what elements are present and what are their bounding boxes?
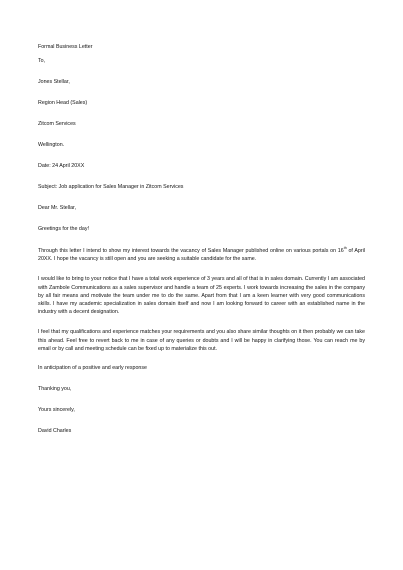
city: Wellington. (38, 142, 65, 148)
to-line: To, (38, 58, 46, 64)
paragraph-2: I would like to bring to your notice that I have a total work experience of 3 years and all of that is in sales domain. Currently I am associated with Zambole Communications as a sales supervisor and handle a team of 25 experts. I work towards increasing the sales in the company by all fair means and motivate the team under me to do the same. Apart from that I am a keen learner with very good communications skills. I have my academic specialization in sales domain itself and now I am looking forward to career with an established name in the industry with a decent designation. (38, 276, 365, 316)
signature: David Charles (38, 428, 72, 435)
letter-date: Date: 24 April 20XX (38, 163, 85, 169)
recipient-title: Region Head (Sales) (38, 100, 88, 106)
letter-subject: Subject: Job application for Sales Manager in Zitcom Services (38, 184, 184, 190)
salutation: Dear Mr. Stellar, (38, 205, 76, 211)
greeting: Greetings for the day! (38, 226, 89, 232)
company-name: Zitcom Services (38, 121, 76, 127)
closing-line: Yours sincerely, (38, 407, 75, 414)
letter-heading: Formal Business Letter (38, 44, 93, 50)
recipient-name: Jones Stellar, (38, 79, 70, 85)
thanks-line: Thanking you, (38, 386, 72, 393)
anticipation-line: In anticipation of a positive and early response (38, 365, 147, 372)
paragraph-3: I feel that my qualifications and experience matches your requirements and you also share similar thoughts on it then probably we can take this ahead. Feel free to revert back to me in case of any queries or doubts and I will be happy in clarifying those. You can reach me by email or by call and meeting schedule can be fixed up to materialize this out. (38, 329, 365, 352)
paragraph-1: Through this letter I intend to show my interest towards the vacancy of Sales Manager published online on various portals on 16th of April 20XX. I hope the vacancy is still open and you are seeking a suitable candidate for the same. (38, 246, 365, 263)
